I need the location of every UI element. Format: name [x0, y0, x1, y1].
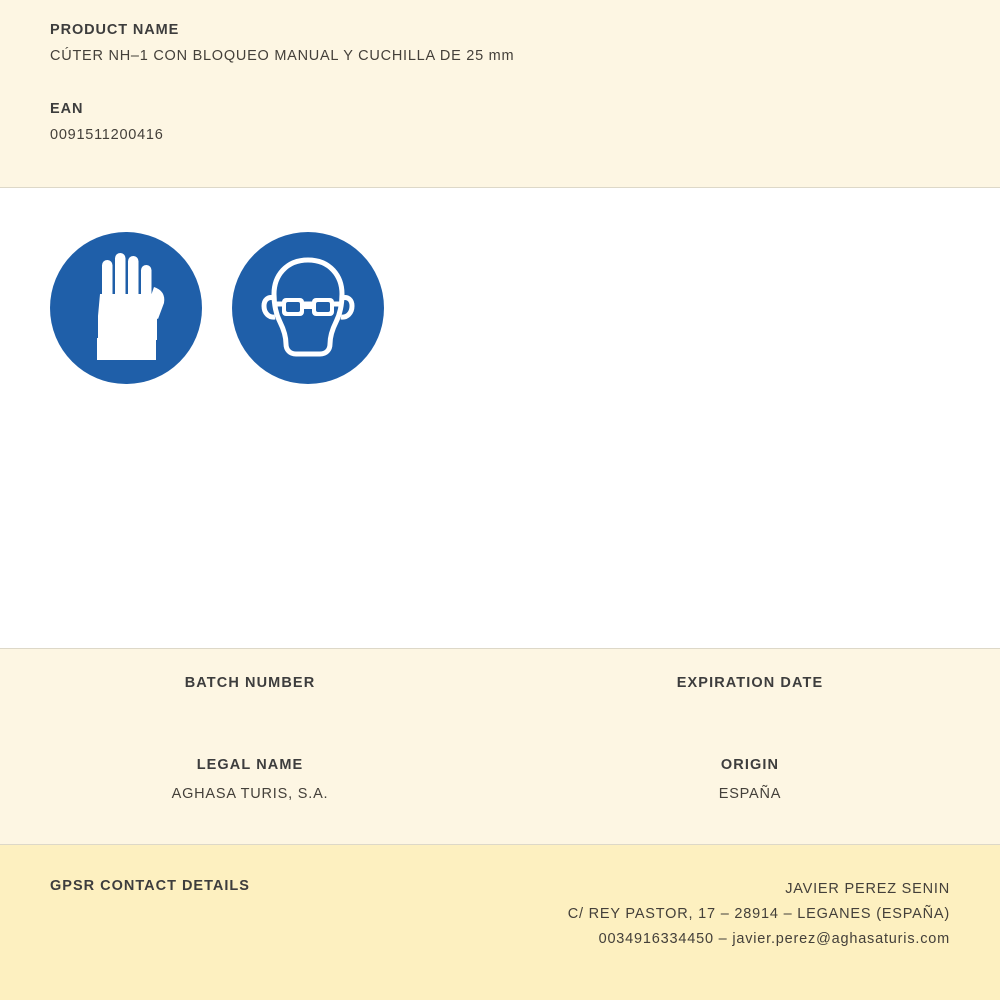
contact-phone-email: 0034916334450 – javier.perez@aghasaturis.com [598, 931, 950, 947]
expiration-date-value [500, 704, 1000, 721]
product-name-field [50, 22, 950, 64]
batch-origin-section [0, 649, 1000, 845]
ean-value: 0091511200416 [50, 127, 164, 143]
pictogram-section [0, 188, 1000, 649]
contact-address: C/ REY PASTOR, 17 – 28914 – LEGANES (ESPAÑA) [567, 906, 950, 922]
expiration-date-field [500, 675, 1000, 721]
ean-label: EAN [50, 101, 84, 117]
batch-number-field [0, 675, 500, 721]
pictogram-row [50, 232, 950, 384]
ean-field [50, 101, 950, 143]
legal-origin-row [0, 757, 1000, 803]
gpsr-contact-details [568, 877, 950, 952]
gpsr-footer-section [0, 845, 1000, 1000]
origin-value: ESPAÑA [718, 786, 782, 802]
contact-name: JAVIER PEREZ SENIN [785, 881, 950, 897]
product-name-value: CÚTER NH–1 CON BLOQUEO MANUAL Y CUCHILLA DE 25 mm [50, 48, 515, 64]
wear-eye-protection-icon [232, 232, 384, 384]
origin-field [500, 757, 1000, 803]
gpsr-contact-label: GPSR CONTACT DETAILS [50, 878, 250, 894]
batch-number-label: BATCH NUMBER [184, 675, 316, 691]
product-name-label: PRODUCT NAME [50, 22, 180, 38]
batch-number-value [0, 704, 500, 721]
product-info-section [0, 0, 1000, 188]
legal-name-label: LEGAL NAME [196, 757, 304, 773]
legal-name-field [0, 757, 500, 803]
wear-protective-gloves-icon [50, 232, 202, 384]
expiration-date-label: EXPIRATION DATE [676, 675, 824, 691]
legal-name-value: AGHASA TURIS, S.A. [171, 786, 329, 802]
batch-expiration-row [0, 675, 1000, 721]
origin-label: ORIGIN [720, 757, 780, 773]
